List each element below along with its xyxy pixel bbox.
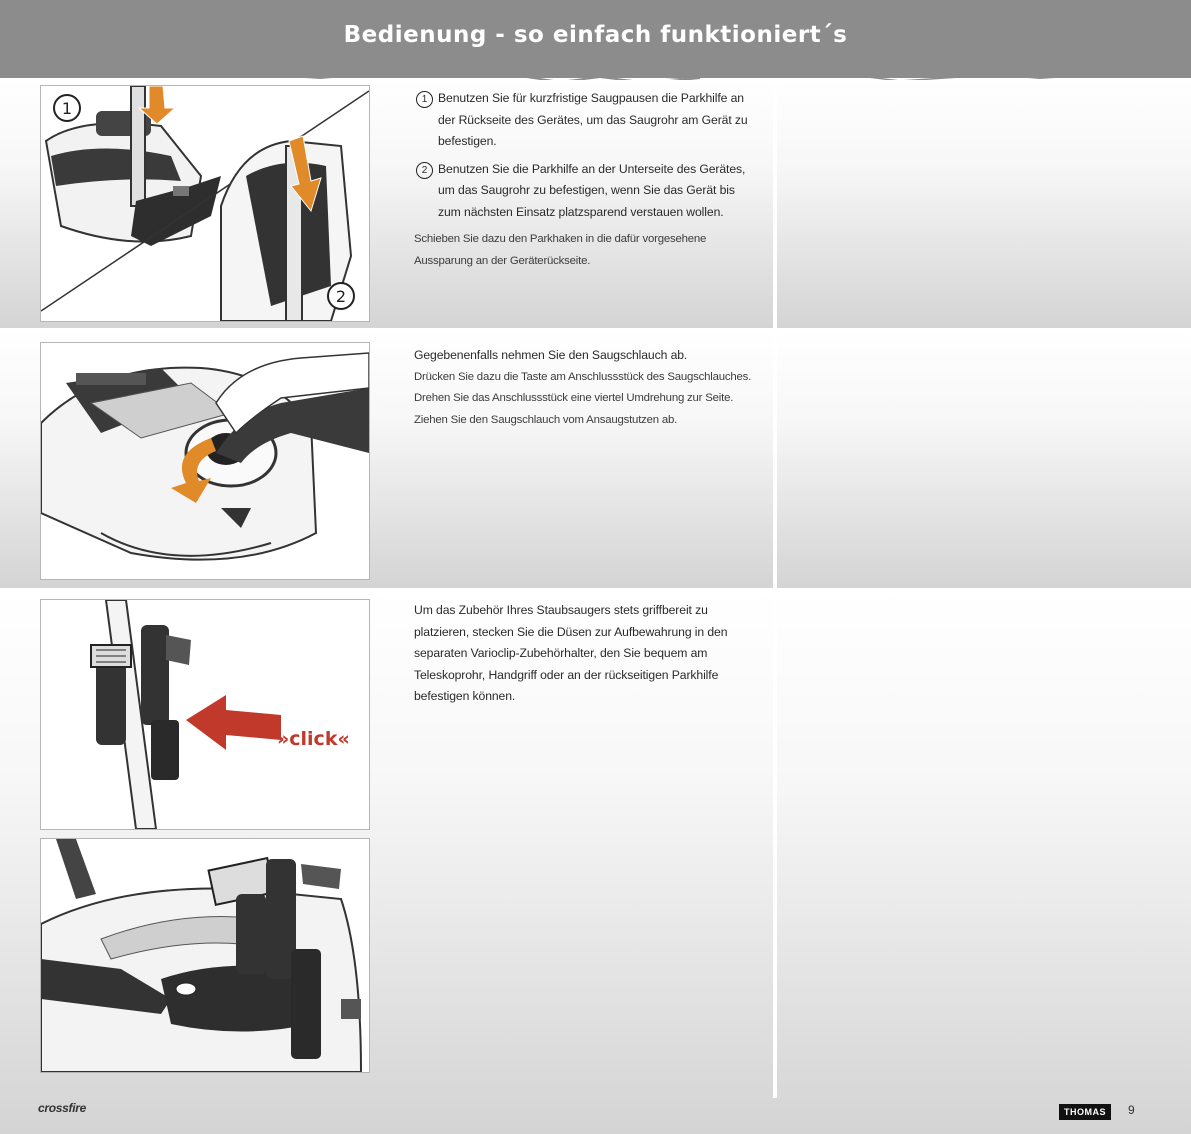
varioclip-illustration <box>40 599 370 830</box>
section2-text <box>414 345 760 431</box>
click-label: »click« <box>277 728 350 750</box>
accessory-holder-illustration <box>40 838 370 1073</box>
section1-note: Schieben Sie dazu den Parkhaken in die dafür vorgesehene Aussparung an der Geräterückseite. <box>414 233 707 267</box>
step-number-badge: 1 <box>416 91 433 108</box>
column-divider <box>773 78 777 1098</box>
section1-text <box>414 88 760 272</box>
section2-note: Drücken Sie dazu die Taste am Anschlussstück des Saugschlauches. Drehen Sie das Anschlussstück eine viertel Umdrehung zur Seite. Ziehen Sie den Saugschlauch vom Ansaugstutzen ab. <box>414 370 752 426</box>
brand-logo-left: crossfire <box>38 1101 86 1115</box>
step-number-badge: 2 <box>416 162 433 179</box>
section2-lead: Gegebenenfalls nehmen Sie den Saugschlauch ab. <box>414 348 688 362</box>
page-title: Bedienung - so einfach funktioniert´s <box>343 22 848 48</box>
brand-logo-right: THOMAS <box>1059 1104 1111 1120</box>
hose-removal-illustration <box>40 342 370 580</box>
step-text: Benutzen Sie die Parkhilfe an der Unterseite des Gerätes, um das Saugrohr zu befestigen, wenn Sie das Gerät bis zum nächsten Einsatz platzsparend verstauen wollen. <box>438 161 746 219</box>
parking-aid-illustration <box>40 85 370 322</box>
section3-text <box>414 600 760 708</box>
step-1 <box>414 88 760 153</box>
image-label-1: 1 <box>61 99 73 118</box>
image-label-2: 2 <box>335 287 347 306</box>
page-number: 9 <box>1128 1103 1135 1117</box>
section3-lead: Um das Zubehör Ihres Staubsaugers stets griffbereit zu platzieren, stecken Sie die Düsen zur Aufbewahrung in den separaten Varioclip-Zubehörhalter, den Sie bequem am Teleskoprohr, Handgriff oder an der rückseitigen Parkhilfe befestigen können. <box>414 603 728 703</box>
step-2 <box>414 159 760 224</box>
step-text: Benutzen Sie für kurzfristige Saugpausen die Parkhilfe an der Rückseite des Gerätes, um das Saugrohr am Gerät zu befestigen. <box>438 91 748 148</box>
